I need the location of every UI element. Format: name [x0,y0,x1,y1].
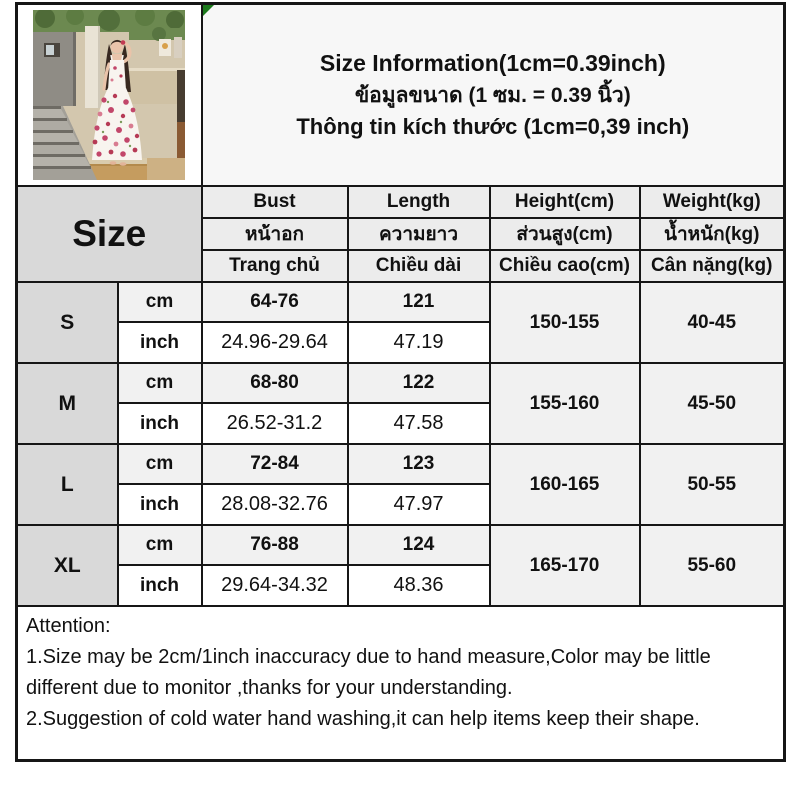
s-weight: 40-45 [640,282,785,363]
weight-header-th: น้ำหนัก(kg) [640,218,785,250]
size-label-m: M [17,363,118,444]
xl-bust-cm: 76-88 [202,525,348,565]
size-label-xl: XL [17,525,118,606]
size-chart-sheet [15,2,786,762]
m-bust-inch: 26.52-31.2 [202,403,348,444]
l-bust-inch: 28.08-32.76 [202,484,348,525]
unit-cm: cm [118,363,202,403]
m-length-cm: 122 [348,363,490,403]
unit-inch: inch [118,403,202,444]
xl-length-cm: 124 [348,525,490,565]
table-row [17,444,785,484]
m-length-inch: 47.58 [348,403,490,444]
xl-height: 165-170 [490,525,640,606]
weight-header-vi: Cân nặng(kg) [640,250,785,282]
size-chart-table [15,2,786,762]
bust-header-en: Bust [202,186,348,218]
title-cell [202,4,785,187]
table-row [17,525,785,565]
xl-bust-inch: 29.64-34.32 [202,565,348,606]
s-length-inch: 47.19 [348,322,490,363]
s-height: 150-155 [490,282,640,363]
height-header-th: ส่วนสูง(cm) [490,218,640,250]
cell-comment-marker-icon [203,5,214,16]
l-weight: 50-55 [640,444,785,525]
l-bust-cm: 72-84 [202,444,348,484]
attention-note [17,606,785,761]
s-bust-cm: 64-76 [202,282,348,322]
attention-line-1: 1.Size may be 2cm/1inch inaccuracy due to hand measure,Color may be little different due to monitor ,thanks for your understanding. [26,646,717,699]
height-header-vi: Chiều cao(cm) [490,250,640,282]
m-bust-cm: 68-80 [202,363,348,403]
bust-header-th: หน้าอก [202,218,348,250]
size-label-s: S [17,282,118,363]
height-header-en: Height(cm) [490,186,640,218]
unit-inch: inch [118,322,202,363]
m-height: 155-160 [490,363,640,444]
table-row [17,363,785,403]
s-bust-inch: 24.96-29.64 [202,322,348,363]
size-info-title-th: ข้อมูลขนาด (1 ซม. = 0.39 นิ้ว) [354,83,631,107]
table-row [17,282,785,322]
length-header-en: Length [348,186,490,218]
xl-weight: 55-60 [640,525,785,606]
unit-cm: cm [118,444,202,484]
bust-header-vi: Trang chủ [202,250,348,282]
size-column-header: Size [17,186,202,282]
product-photo-cell [17,4,202,187]
attention-heading: Attention: [26,615,111,637]
size-info-title-vi: Thông tin kích thước (1cm=0,39 inch) [296,113,690,139]
unit-inch: inch [118,565,202,606]
xl-length-inch: 48.36 [348,565,490,606]
size-info-title-en: Size Information(1cm=0.39inch) [319,50,666,77]
l-length-cm: 123 [348,444,490,484]
s-length-cm: 121 [348,282,490,322]
unit-cm: cm [118,525,202,565]
size-label-l: L [17,444,118,525]
length-header-th: ความยาว [348,218,490,250]
weight-header-en: Weight(kg) [640,186,785,218]
unit-cm: cm [118,282,202,322]
attention-line-2: 2.Suggestion of cold water hand washing,it can help items keep their shape. [26,708,700,730]
length-header-vi: Chiều dài [348,250,490,282]
unit-inch: inch [118,484,202,525]
l-length-inch: 47.97 [348,484,490,525]
product-photo [33,10,185,180]
l-height: 160-165 [490,444,640,525]
m-weight: 45-50 [640,363,785,444]
